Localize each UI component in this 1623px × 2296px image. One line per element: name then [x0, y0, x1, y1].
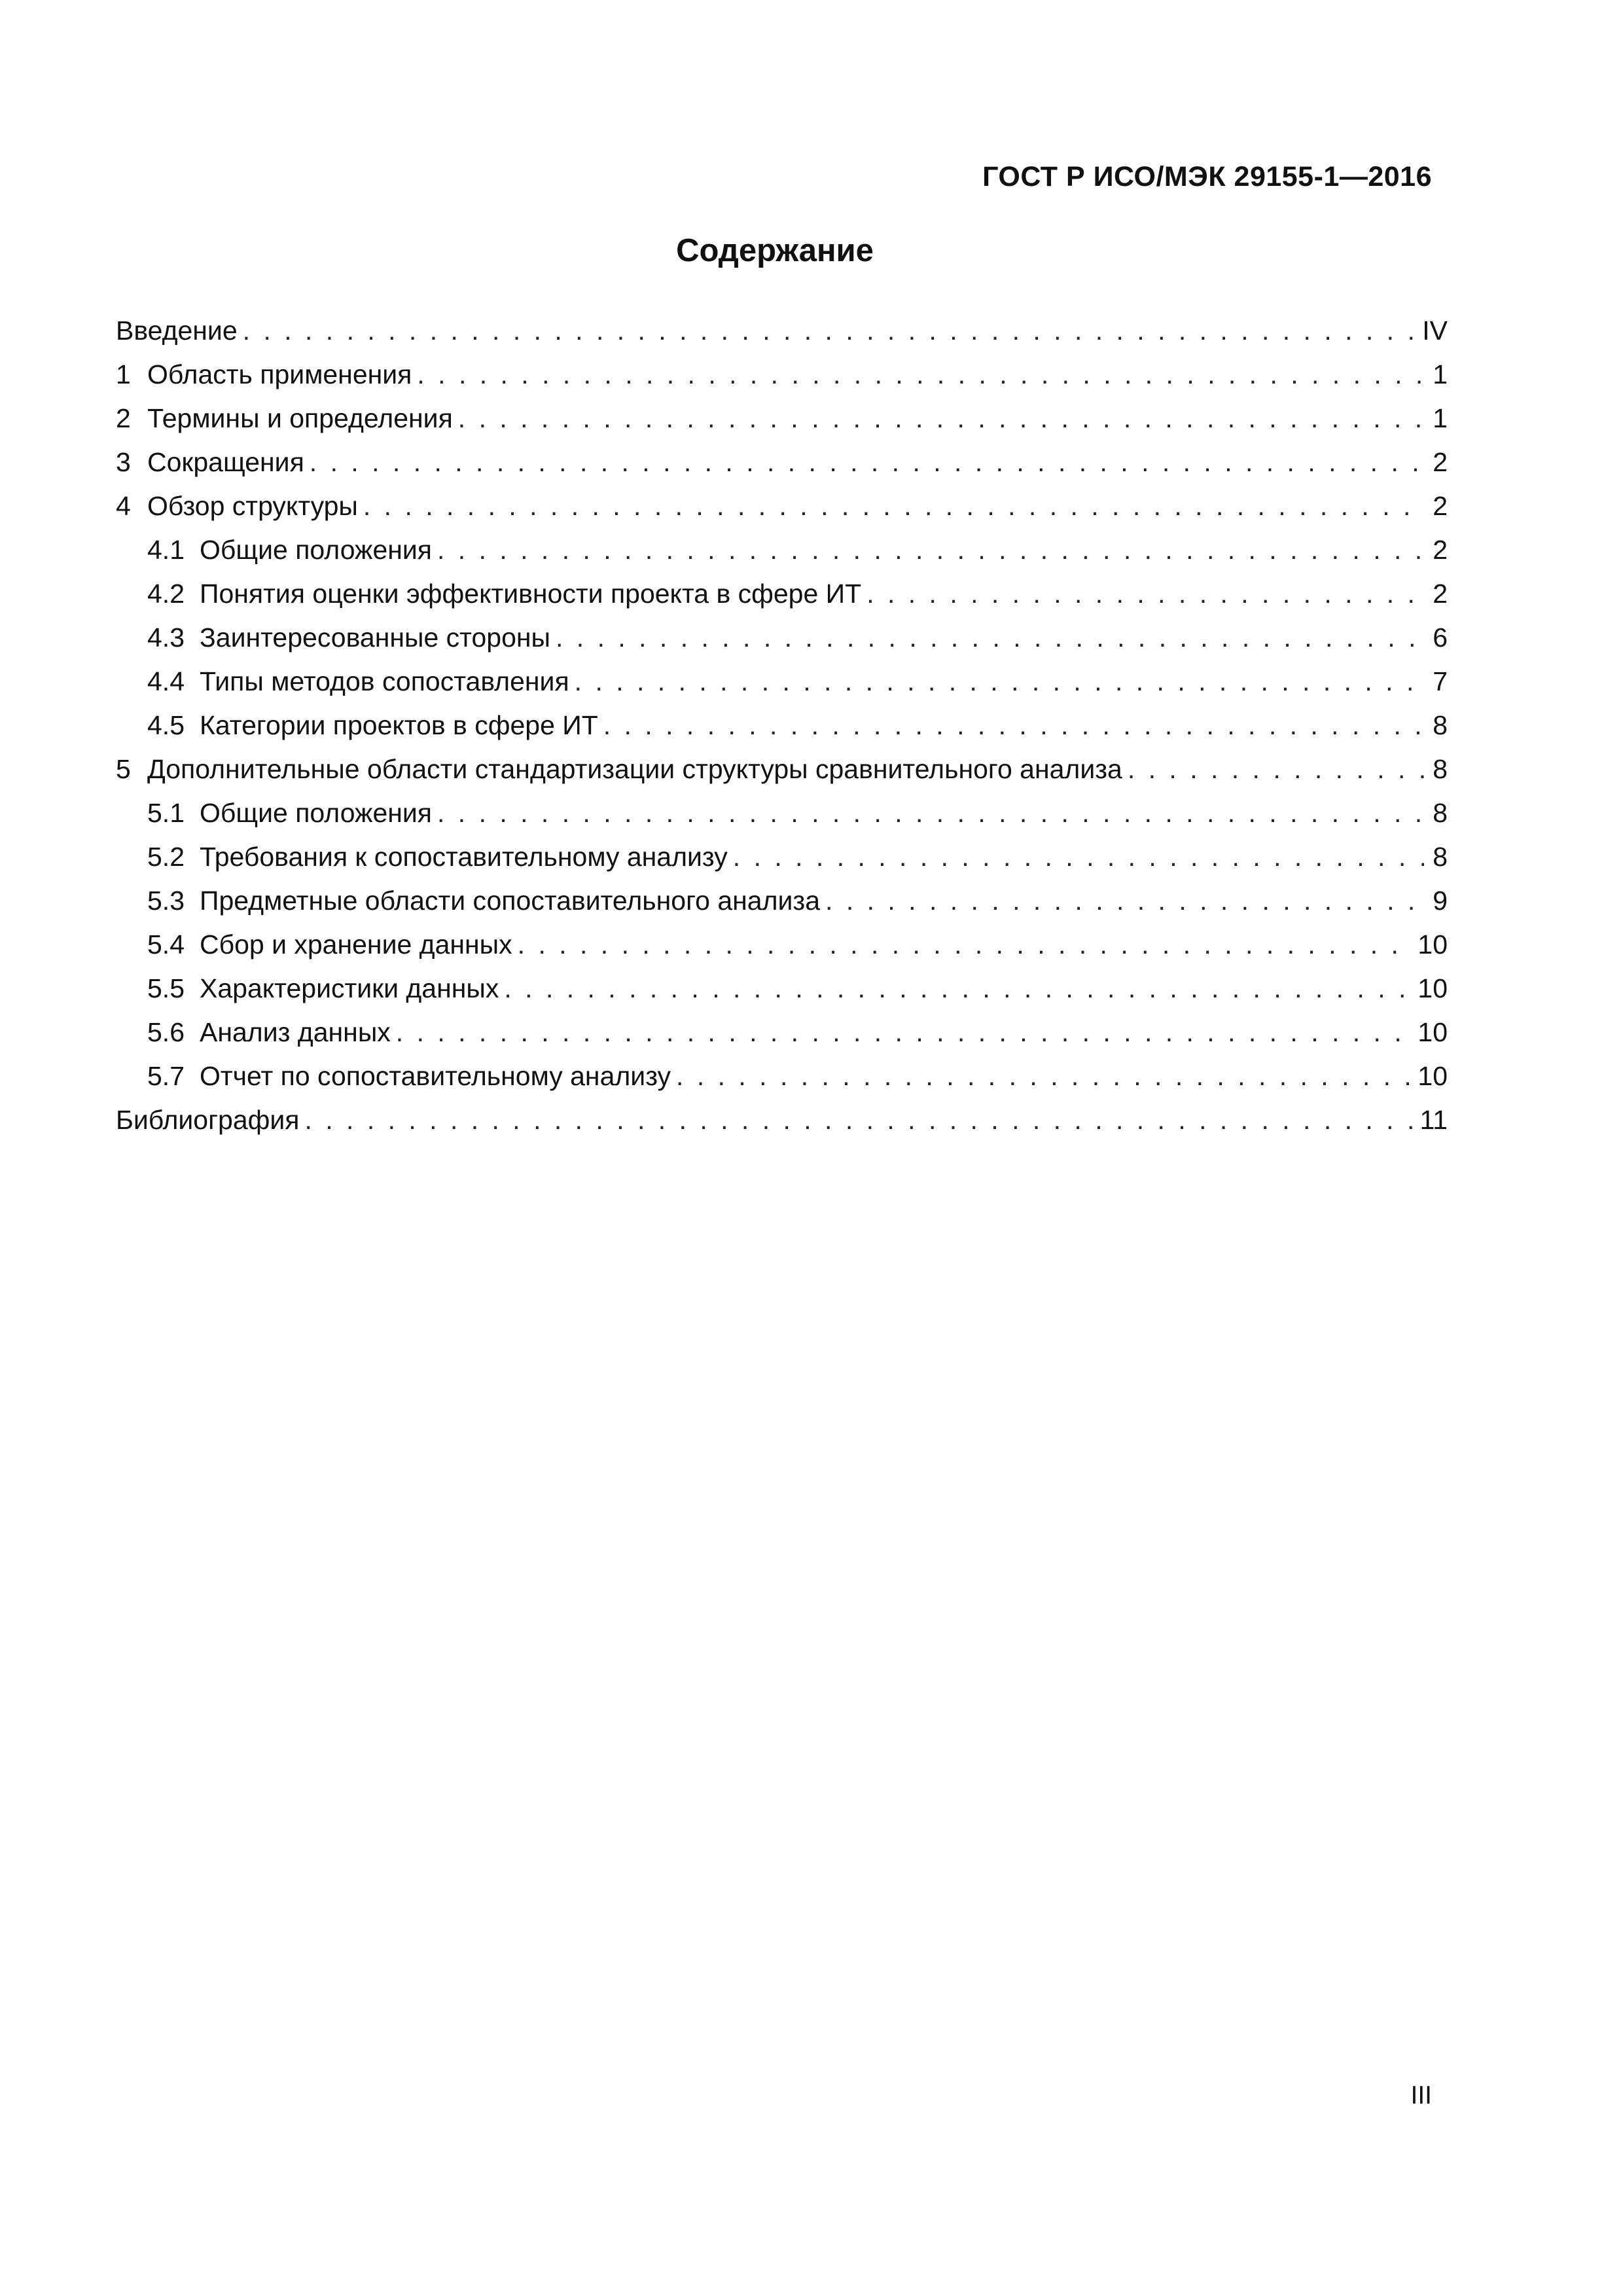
toc-entry-bibliography[interactable] — [116, 1098, 1448, 1142]
page-number: III — [1410, 2081, 1432, 2109]
toc-entry-5-1[interactable] — [116, 791, 1448, 835]
toc-entry-number: 3 — [116, 447, 131, 477]
toc-entry-page: 8 — [1433, 754, 1448, 784]
toc-entry-label: Характеристики данных — [200, 973, 499, 1003]
toc-entry-label: Типы методов сопоставления — [200, 666, 569, 696]
toc-entry-number: 4 — [116, 491, 131, 521]
toc-leader-dots — [310, 440, 1424, 484]
toc-entry-label: Категории проектов в сфере ИТ — [200, 710, 598, 740]
toc-leader-dots — [363, 484, 1424, 528]
toc-title: Содержание — [676, 233, 874, 268]
toc-entry-page: 8 — [1433, 842, 1448, 872]
toc-entry-page: 2 — [1433, 579, 1448, 609]
toc-leader-dots — [396, 1011, 1414, 1054]
toc-entry-page: 8 — [1433, 798, 1448, 828]
toc-entry-label: Анализ данных — [200, 1017, 391, 1047]
toc-entry-number: 5.1 — [147, 798, 185, 828]
toc-entry-label: Термины и определения — [147, 403, 453, 433]
toc-leader-dots — [575, 660, 1424, 704]
toc-entry-label: Библиография — [116, 1105, 300, 1135]
toc-entry-page: 10 — [1418, 929, 1448, 960]
toc-entry-page: 10 — [1418, 973, 1448, 1003]
toc-entry-number: 4.4 — [147, 666, 185, 696]
toc-leader-dots — [243, 309, 1419, 353]
toc-leader-dots — [733, 835, 1424, 879]
toc-entry-label: Дополнительные области стандартизации структуры сравнительного анализа — [147, 754, 1122, 784]
toc-entry-label: Сбор и хранение данных — [200, 929, 512, 960]
toc-leader-dots — [603, 704, 1424, 747]
toc-leader-dots — [304, 1098, 1416, 1142]
toc-entry-number: 2 — [116, 403, 131, 433]
toc-entry-introduction[interactable] — [116, 309, 1448, 353]
toc-entry-page: 2 — [1433, 535, 1448, 565]
toc-entry-number: 5.3 — [147, 886, 185, 916]
toc-entry-4-3[interactable] — [116, 616, 1448, 660]
toc-leader-dots — [518, 923, 1414, 967]
toc-entry-number: 5.4 — [147, 929, 185, 960]
toc-leader-dots — [437, 791, 1424, 835]
toc-entry-5[interactable] — [116, 747, 1448, 791]
document-code: ГОСТ Р ИСО/МЭК 29155-1—2016 — [982, 161, 1432, 192]
toc-leader-dots — [1128, 747, 1424, 791]
toc-leader-dots — [458, 397, 1424, 440]
toc-entry-5-2[interactable] — [116, 835, 1448, 879]
toc-entry-5-5[interactable] — [116, 967, 1448, 1011]
toc-entry-label: Отчет по сопоставительному анализу — [200, 1061, 671, 1091]
toc-leader-dots — [556, 616, 1424, 660]
toc-leader-dots — [676, 1054, 1414, 1098]
toc-entry-page: 6 — [1433, 622, 1448, 653]
toc-entry-page: 8 — [1433, 710, 1448, 740]
toc-leader-dots — [417, 353, 1424, 397]
toc-entry-page: 7 — [1433, 666, 1448, 696]
toc-entry-number: 4.3 — [147, 622, 185, 653]
toc-entry-5-7[interactable] — [116, 1054, 1448, 1098]
toc-entry-5-3[interactable] — [116, 879, 1448, 923]
toc-entry-label: Введение — [116, 315, 238, 346]
toc-leader-dots — [437, 528, 1424, 572]
toc-entry-page: IV — [1422, 315, 1448, 346]
toc-entry-page: 1 — [1433, 359, 1448, 389]
toc-entry-label: Понятия оценки эффективности проекта в сфере ИТ — [200, 579, 862, 609]
toc-entry-4-5[interactable] — [116, 704, 1448, 747]
toc-entry-page: 1 — [1433, 403, 1448, 433]
toc-entry-page: 9 — [1433, 886, 1448, 916]
toc-leader-dots — [504, 967, 1414, 1011]
toc-entry-3[interactable] — [116, 440, 1448, 484]
toc-entry-page: 11 — [1419, 1105, 1448, 1135]
toc-entry-number: 5.2 — [147, 842, 185, 872]
toc-leader-dots — [825, 879, 1424, 923]
toc-leader-dots — [866, 572, 1424, 616]
toc-entry-number: 5.6 — [147, 1017, 185, 1047]
toc-entry-label: Сокращения — [147, 447, 304, 477]
toc-entry-number: 5 — [116, 754, 131, 784]
toc-entry-1[interactable] — [116, 353, 1448, 397]
toc-entry-number: 4.2 — [147, 579, 185, 609]
toc-entry-number: 1 — [116, 359, 131, 389]
toc-entry-label: Заинтересованные стороны — [200, 622, 551, 653]
toc-entry-label: Обзор структуры — [147, 491, 358, 521]
toc-entry-label: Область применения — [147, 359, 412, 389]
toc-entry-page: 2 — [1433, 447, 1448, 477]
toc-entry-label: Предметные области сопоставительного анализа — [200, 886, 821, 916]
toc-entry-page: 10 — [1418, 1061, 1448, 1091]
toc-entry-number: 4.5 — [147, 710, 185, 740]
toc-entry-page: 2 — [1433, 491, 1448, 521]
toc-entry-4-2[interactable] — [116, 572, 1448, 616]
toc-entry-number: 5.7 — [147, 1061, 185, 1091]
toc-entry-4-4[interactable] — [116, 660, 1448, 704]
toc-entry-page: 10 — [1418, 1017, 1448, 1047]
toc-entry-4[interactable] — [116, 484, 1448, 528]
toc-entry-5-6[interactable] — [116, 1011, 1448, 1054]
toc-entry-5-4[interactable] — [116, 923, 1448, 967]
toc-entry-4-1[interactable] — [116, 528, 1448, 572]
toc-entry-2[interactable] — [116, 397, 1448, 440]
toc-entry-label: Общие положения — [200, 535, 433, 565]
toc-entry-number: 4.1 — [147, 535, 185, 565]
table-of-contents — [116, 309, 1448, 1142]
toc-entry-label: Требования к сопоставительному анализу — [200, 842, 728, 872]
toc-entry-number: 5.5 — [147, 973, 185, 1003]
toc-entry-label: Общие положения — [200, 798, 433, 828]
